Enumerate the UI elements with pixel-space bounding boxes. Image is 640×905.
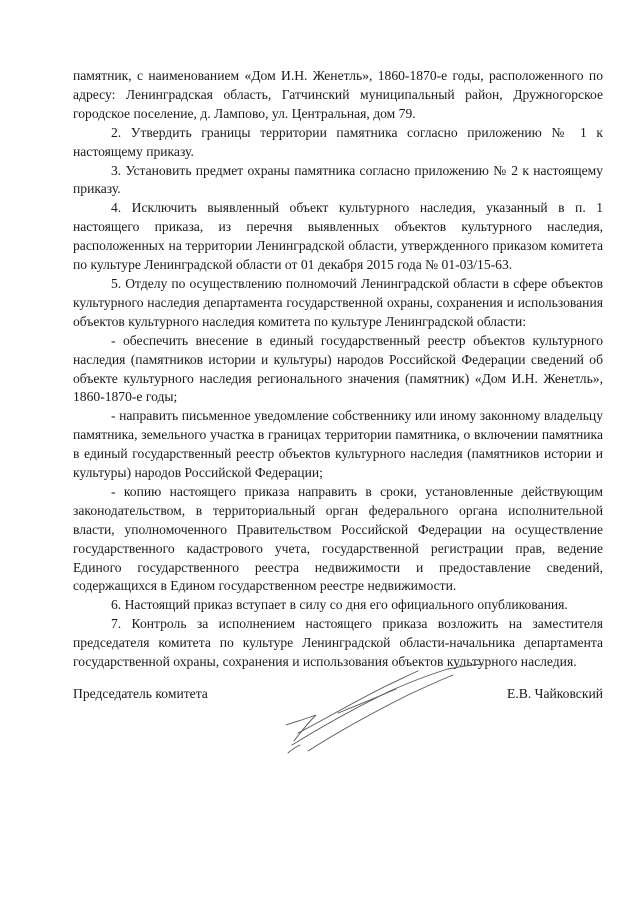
signatory-title: Председатель комитета	[73, 686, 208, 701]
paragraph-item-5-bullet-2: - направить письменное уведомление собственнику или иному законному владельцу памятника, земельного участка в границах территории памятника, о включении памятника в единый государственный реестр объектов культурного наследия (памятников истории и культуры) народов Российской Федерации;	[73, 408, 603, 481]
paragraph-item-4: 4. Исключить выявленный объект культурного наследия, указанный в п. 1 настоящего приказа, из перечня выявленных объектов культурного наследия, расположенных на территории Ленинградской области, утвержденного приказом комитета по культуре Ленинградской области от 01 декабря 2015 года № 01-03/15-63.	[73, 200, 603, 273]
paragraph-item-7: 7. Контроль за исполнением настоящего приказа возложить на заместителя председателя комитета по культуре Ленинградской области-начальника департамента государственной охраны, сохранения и использования объектов культурного наследия.	[73, 616, 603, 670]
paragraph-monument-address: памятник, с наименованием «Дом И.Н. Женетль», 1860-1870-е годы, расположенного по адресу: Ленинградская область, Гатчинский муниципальный район, Дружногорское городское поселение, д. Лампово, ул. Центральная, дом 79.	[73, 68, 603, 121]
paragraph-item-3: 3. Установить предмет охраны памятника согласно приложению № 2 к настоящему приказу.	[73, 162, 603, 197]
signature-block	[73, 685, 603, 775]
paragraph-item-5: 5. Отделу по осуществлению полномочий Ленинградской области в сфере объектов культурного наследия департамента государственной охраны, сохранения и использования объектов культурного наследия комитета по культуре Ленинградской области:	[73, 275, 603, 329]
paragraph-item-2: 2. Утвердить границы территории памятника согласно приложению № 1 к настоящему приказу.	[73, 124, 603, 159]
handwritten-signature	[278, 663, 498, 758]
paragraph-item-6: 6. Настоящий приказ вступает в силу со дня его официального опубликования.	[111, 597, 568, 613]
paragraph-item-5-bullet-1: - обеспечить внесение в единый государственный реестр объектов культурного наследия (памятников истории и культуры) народов Российской Федерации сведений об объекте культурного наследия регионального значения (памятник) «Дом И.Н. Женетль», 1860-1870-е годы;	[73, 332, 603, 405]
document-body	[73, 67, 603, 672]
signatory-name: Е.В. Чайковский	[507, 686, 603, 701]
paragraph-item-5-bullet-3: - копию настоящего приказа направить в сроки, установленные действующим законодательством, в территориальный орган федерального органа исполнительной власти, уполномоченного Правительством Российской Федерации на осуществление государственного кадастрового учета, государственной регистрации прав, ведение Единого государственного реестра недвижимости и предоставление сведений, содержащихся в Едином государственном реестре недвижимости.	[73, 483, 603, 594]
